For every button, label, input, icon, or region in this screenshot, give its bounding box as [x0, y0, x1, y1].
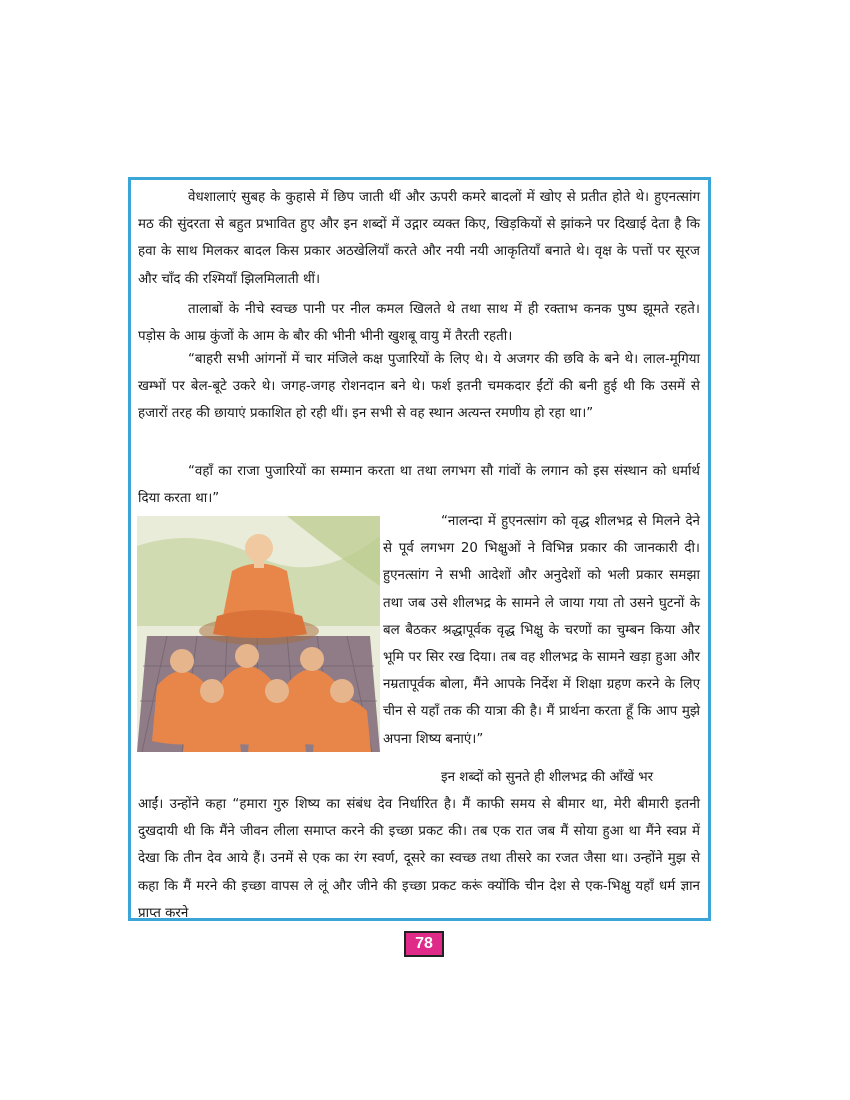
page-number-badge: 78 [404, 931, 444, 957]
monks-gathering-illustration [137, 516, 380, 752]
paragraph-6-continued: आईं। उन्होंने कहा “हमारा गुरु शिष्य का संबंध देव निर्धारित है। मैं काफी समय से बीमार था, मेरी बीमारी इतनी दुखदायी थी कि मैंने जीवन लीला समाप्त करने की इच्छा प्रकट की। तब एक रात जब मैं सोया हुआ था मैंने स्वप्न में देखा कि तीन देव आये हैं। उनमें से एक का रंग स्वर्ण, दूसरे का स्वच्छ तथा तीसरे का रजत जैसा था। उन्होंने मुझ से कहा कि मैं मरने की इच्छा वापस ले लूं और जीने की इच्छा प्रकट करूं क्योंकि चीन देश से एक-भिक्षु यहाँ धर्म ज्ञान प्राप्त करने [138, 797, 700, 921]
paragraph-1: वेधशालाएं सुबह के कुहासे में छिप जाती थीं और ऊपरी कमरे बादलों में खोए से प्रतीत होते थे। हुएनत्सांग मठ की सुंदरता से बहुत प्रभावित हुए और इन शब्दों में उद्गार व्यक्त किए, खिड़कियों से झांकने पर दिखाई देता है कि हवा के साथ मिलकर बादल किस प्रकार अठखेलियाँ करते और नयी नयी आकृतियाँ बनाते थे। वृक्ष के पत्तों पर सूरज और चाँद की रश्मियाँ झिलमिलाती थीं। [138, 190, 700, 287]
paragraph-6-start: इन शब्दों को सुनते ही शीलभद्र की आँखें भर [441, 770, 654, 785]
paragraph-4: “वहाँ का राजा पुजारियों का सम्मान करता था तथा लगभग सौ गांवों के लगान को इस संस्थान को धर्मार्थ दिया करता था।” [138, 464, 700, 507]
paragraph-2: तालाबों के नीचे स्वच्छ पानी पर नील कमल खिलते थे तथा साथ में ही रक्ताभ कनक पुष्प झूमते रहते। पड़ोस के आम्र कुंजों के आम के बौर की भीनी भीनी खुशबू वायु में तैरती रहती। [138, 302, 700, 345]
paragraph-3: “बाहरी सभी आंगनों में चार मंजिले कक्ष पुजारियों के लिए थे। ये अजगर की छवि के बने थे। लाल-मूगिया खम्भों पर बेल-बूटे उकरे थे। जगह-जगह रोशनदान बने थे। फर्श इतनी चमकदार ईंटों की बनी हुई थी कि उसमें से हजारों तरह की छायाएं प्रकाशित हो रही थीं। इन सभी से वह स्थान अत्यन्त रमणीय हो रहा था।” [138, 352, 700, 422]
paragraph-5: “नालन्दा में हुएनत्सांग को वृद्ध शीलभद्र से मिलने देने से पूर्व लगभग 20 भिक्षुओं ने विभिन्न प्रकार की जानकारी दी। हुएनत्सांग ने सभी आदेशों और अनुदेशों को भली प्रकार समझा तथा जब उसे शीलभद्र के सामने ले जाया गया तो उसने घुटनों के बल बैठकर श्रद्धापूर्वक वृद्ध भिक्षु के चरणों का चुम्बन किया और भूमि पर सिर रख दिया। तब वह शीलभद्र के सामने खड़ा हुआ और नम्रतापूर्वक बोला, मैंने आपके निर्देश में शिक्षा ग्रहण करने के लिए चीन से यहाँ तक की यात्रा की है। मैं प्रार्थना करता हूँ कि आप मुझे अपना शिष्य बनाएं।” [383, 514, 700, 747]
